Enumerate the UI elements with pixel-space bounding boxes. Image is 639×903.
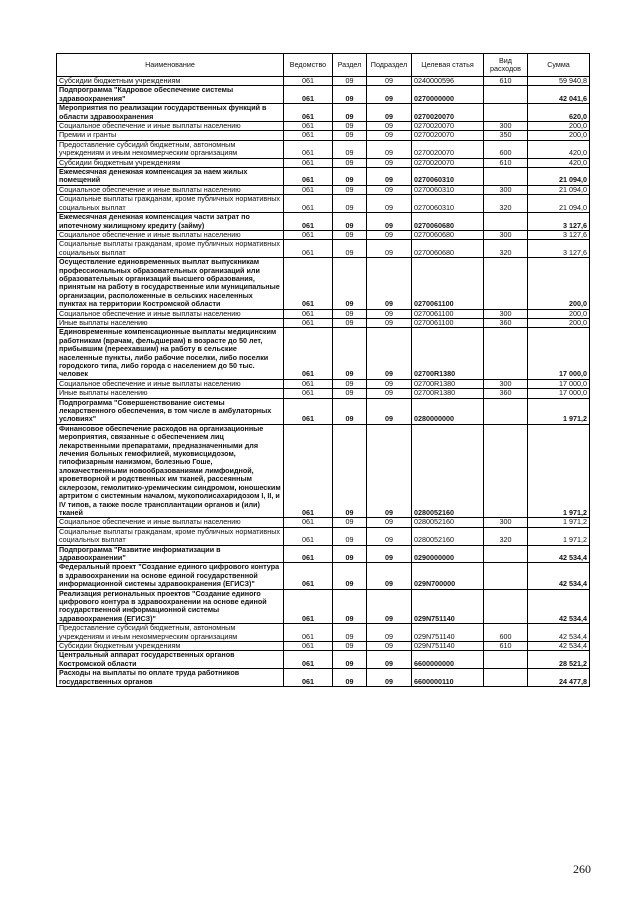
cell-name: Единовременные компенсационные выплаты медицинским работникам (врачам, фельдшерам) в возрасте до 50 лет, прибывшим (переехавшим) на работу в сельские населенные пункты, либо рабочие поселки, либо поселки городского типа, либо города с населением до 50 тыс. человек [57,328,284,379]
cell-exptype: 300 [484,122,528,131]
cell-subsection: 09 [367,398,412,424]
cell-section: 09 [333,195,367,213]
cell-exptype [484,669,528,687]
header-name: Наименование [57,54,284,77]
cell-name: Подпрограмма "Совершенствование системы лекарственного обеспечения, в том числе в амбулаторных условиях" [57,398,284,424]
cell-exptype: 300 [484,230,528,239]
cell-dept: 061 [284,309,333,318]
cell-section: 09 [333,318,367,327]
cell-target: 0270061100 [412,309,484,318]
cell-name: Реализация региональных проектов "Создание единого цифрового контура в здравоохранении на основе единой государственной информационной системы здравоохранения (ЕГИСЗ)" [57,589,284,624]
cell-name: Субсидии бюджетным учреждениям [57,158,284,167]
table-header-row [57,54,590,77]
cell-exptype: 300 [484,518,528,527]
cell-subsection: 09 [367,589,412,624]
cell-subsection: 09 [367,86,412,104]
cell-name: Иные выплаты населению [57,389,284,398]
cell-subsection: 09 [367,258,412,309]
cell-name: Федеральный проект "Создание единого цифрового контура в здравоохранении на основе единой государственной информационной системы здравоохранения (ЕГИСЗ)" [57,563,284,589]
cell-subsection: 09 [367,651,412,669]
cell-sum: 42 534,4 [528,624,590,642]
cell-subsection: 09 [367,669,412,687]
cell-target: 029N751140 [412,589,484,624]
cell-dept: 061 [284,258,333,309]
cell-sum: 200,0 [528,131,590,140]
cell-dept: 061 [284,318,333,327]
cell-exptype: 320 [484,195,528,213]
cell-exptype: 350 [484,131,528,140]
cell-section: 09 [333,258,367,309]
header-target: Целевая статья [412,54,484,77]
cell-name: Предоставление субсидий бюджетным, автономным учреждениям и иным некоммерческим организациям [57,624,284,642]
cell-name: Социальные выплаты гражданам, кроме публичных нормативных социальных выплат [57,195,284,213]
cell-subsection: 09 [367,318,412,327]
cell-sum: 3 127,6 [528,230,590,239]
cell-exptype [484,328,528,379]
cell-sum: 42 534,4 [528,642,590,651]
cell-exptype [484,86,528,104]
cell-target: 0270060310 [412,168,484,186]
cell-exptype: 610 [484,642,528,651]
cell-dept: 061 [284,389,333,398]
cell-sum: 420,0 [528,158,590,167]
cell-exptype [484,651,528,669]
cell-name: Центральный аппарат государственных органов Костромской области [57,651,284,669]
cell-exptype [484,398,528,424]
cell-sum: 21 094,0 [528,185,590,194]
cell-section: 09 [333,104,367,122]
cell-target: 6600000000 [412,651,484,669]
cell-section: 09 [333,328,367,379]
cell-exptype [484,258,528,309]
cell-target: 0280052160 [412,527,484,545]
cell-section: 09 [333,624,367,642]
cell-name: Осуществление единовременных выплат выпускникам профессиональных образовательных организаций или образовательных организаций высшего образования, принятым на работу в государственные или муниципальные организации, расположенные в сельских населенных пунктах на территории Костромской области [57,258,284,309]
cell-target: 0240000596 [412,77,484,86]
cell-target: 0270060310 [412,185,484,194]
cell-dept: 061 [284,104,333,122]
cell-sum: 1 971,2 [528,527,590,545]
cell-exptype [484,104,528,122]
cell-exptype: 300 [484,309,528,318]
cell-target: 0270020070 [412,140,484,158]
cell-dept: 061 [284,518,333,527]
cell-target: 0270020070 [412,122,484,131]
table-body [57,77,590,687]
cell-target: 0270000000 [412,86,484,104]
cell-sum: 620,0 [528,104,590,122]
cell-subsection: 09 [367,624,412,642]
table-row [57,518,590,527]
cell-name: Социальное обеспечение и иные выплаты населению [57,379,284,388]
cell-dept: 061 [284,122,333,131]
cell-subsection: 09 [367,168,412,186]
cell-target: 0270061100 [412,258,484,309]
cell-sum: 200,0 [528,258,590,309]
cell-name: Субсидии бюджетным учреждениям [57,642,284,651]
table-row [57,195,590,213]
cell-exptype [484,589,528,624]
cell-exptype: 360 [484,318,528,327]
cell-section: 09 [333,158,367,167]
table-row [57,527,590,545]
cell-dept: 061 [284,168,333,186]
page-number: 260 [573,862,591,876]
cell-sum: 17 000,0 [528,389,590,398]
cell-dept: 061 [284,424,333,517]
header-sum: Сумма [528,54,590,77]
table-row [57,240,590,258]
cell-sum: 200,0 [528,318,590,327]
header-section: Раздел [333,54,367,77]
cell-dept: 061 [284,77,333,86]
table-row [57,104,590,122]
cell-dept: 061 [284,240,333,258]
cell-name: Предоставление субсидий бюджетным, автономным учреждениям и иным некоммерческим организациям [57,140,284,158]
cell-sum: 28 521,2 [528,651,590,669]
cell-sum: 42 041,6 [528,86,590,104]
cell-target: 029N751140 [412,642,484,651]
cell-section: 09 [333,77,367,86]
cell-section: 09 [333,527,367,545]
cell-subsection: 09 [367,158,412,167]
cell-subsection: 09 [367,545,412,563]
cell-dept: 061 [284,669,333,687]
table-row [57,545,590,563]
cell-sum: 21 094,0 [528,168,590,186]
cell-subsection: 09 [367,518,412,527]
table-row [57,328,590,379]
cell-subsection: 09 [367,185,412,194]
cell-sum: 200,0 [528,122,590,131]
cell-subsection: 09 [367,131,412,140]
cell-sum: 17 000,0 [528,328,590,379]
cell-name: Мероприятия по реализации государственных функций в области здравоохранения [57,104,284,122]
cell-sum: 420,0 [528,140,590,158]
cell-target: 0270060680 [412,213,484,231]
cell-section: 09 [333,185,367,194]
cell-name: Расходы на выплаты по оплате труда работников государственных органов [57,669,284,687]
cell-section: 09 [333,379,367,388]
cell-sum: 17 000,0 [528,379,590,388]
table-row [57,258,590,309]
cell-section: 09 [333,240,367,258]
cell-dept: 061 [284,589,333,624]
cell-target: 0270061100 [412,318,484,327]
cell-target: 0270060680 [412,230,484,239]
table-row [57,624,590,642]
cell-dept: 061 [284,230,333,239]
cell-dept: 061 [284,328,333,379]
cell-subsection: 09 [367,328,412,379]
cell-section: 09 [333,642,367,651]
cell-exptype: 300 [484,185,528,194]
cell-name: Подпрограмма "Кадровое обеспечение системы здравоохранения" [57,86,284,104]
cell-exptype: 360 [484,389,528,398]
cell-sum: 59 940,8 [528,77,590,86]
cell-section: 09 [333,131,367,140]
cell-sum: 42 534,4 [528,563,590,589]
cell-dept: 061 [284,642,333,651]
cell-exptype: 300 [484,379,528,388]
cell-name: Социальное обеспечение и иные выплаты населению [57,185,284,194]
cell-dept: 061 [284,527,333,545]
cell-section: 09 [333,545,367,563]
cell-target: 6600000110 [412,669,484,687]
cell-sum: 200,0 [528,309,590,318]
cell-section: 09 [333,168,367,186]
cell-dept: 061 [284,158,333,167]
cell-name: Финансовое обеспечение расходов на организационные мероприятия, связанные с обеспечением лиц лекарственными препаратами, предназначенными для лечения больных гемофилией, муковисцидозом, гипофизарным нанизмом, болезнью Гоше, злокачественными новообразованиями лимфоидной, кроветворной и родственных им тканей, рассеянным склерозом, гемолитико-уремическим синдромом, юношеским артритом с системным началом, мукополисахаридозом I, II, и IV типов, а также после трансплантации органов и (или) тканей [57,424,284,517]
cell-name: Социальное обеспечение и иные выплаты населению [57,309,284,318]
cell-subsection: 09 [367,527,412,545]
cell-section: 09 [333,230,367,239]
cell-exptype: 320 [484,240,528,258]
table-row [57,389,590,398]
cell-dept: 061 [284,86,333,104]
cell-subsection: 09 [367,104,412,122]
cell-section: 09 [333,518,367,527]
cell-target: 0270060310 [412,195,484,213]
cell-dept: 061 [284,379,333,388]
cell-dept: 061 [284,398,333,424]
cell-name: Социальное обеспечение и иные выплаты населению [57,518,284,527]
cell-sum: 3 127,6 [528,240,590,258]
cell-sum: 1 971,2 [528,424,590,517]
cell-section: 09 [333,589,367,624]
table-row [57,651,590,669]
cell-section: 09 [333,309,367,318]
cell-name: Социальное обеспечение и иные выплаты населению [57,230,284,239]
cell-section: 09 [333,213,367,231]
cell-subsection: 09 [367,230,412,239]
cell-target: 0280000000 [412,398,484,424]
cell-section: 09 [333,122,367,131]
cell-dept: 061 [284,624,333,642]
table-row [57,589,590,624]
cell-target: 02700R1380 [412,328,484,379]
header-exptype: Вид расходов [484,54,528,77]
cell-target: 0270020070 [412,131,484,140]
cell-section: 09 [333,651,367,669]
cell-section: 09 [333,398,367,424]
cell-sum: 24 477,8 [528,669,590,687]
cell-subsection: 09 [367,240,412,258]
cell-section: 09 [333,424,367,517]
cell-section: 09 [333,86,367,104]
cell-exptype [484,563,528,589]
cell-subsection: 09 [367,213,412,231]
cell-name: Социальные выплаты гражданам, кроме публичных нормативных социальных выплат [57,240,284,258]
cell-subsection: 09 [367,140,412,158]
cell-sum: 42 534,4 [528,545,590,563]
cell-sum: 42 534,4 [528,589,590,624]
cell-exptype [484,213,528,231]
cell-exptype: 610 [484,77,528,86]
table-row [57,563,590,589]
cell-dept: 061 [284,545,333,563]
cell-exptype: 610 [484,158,528,167]
cell-exptype: 600 [484,140,528,158]
budget-table-page [56,53,589,687]
cell-subsection: 09 [367,309,412,318]
cell-section: 09 [333,140,367,158]
cell-sum: 3 127,6 [528,213,590,231]
cell-subsection: 09 [367,563,412,589]
cell-subsection: 09 [367,389,412,398]
cell-target: 029N751140 [412,624,484,642]
header-dept: Ведомство [284,54,333,77]
budget-table [56,53,590,687]
cell-target: 0280052160 [412,518,484,527]
cell-dept: 061 [284,140,333,158]
cell-target: 0270020070 [412,104,484,122]
cell-sum: 21 094,0 [528,195,590,213]
cell-name: Подпрограмма "Развитие информатизации в здравоохранении" [57,545,284,563]
table-row [57,398,590,424]
cell-name: Иные выплаты населению [57,318,284,327]
cell-exptype: 320 [484,527,528,545]
cell-name: Ежемесячная денежная компенсация за наем жилых помещений [57,168,284,186]
cell-target: 0270060680 [412,240,484,258]
cell-dept: 061 [284,195,333,213]
cell-subsection: 09 [367,122,412,131]
table-row [57,213,590,231]
cell-section: 09 [333,389,367,398]
cell-subsection: 09 [367,77,412,86]
table-row [57,86,590,104]
table-row [57,168,590,186]
cell-exptype: 600 [484,624,528,642]
table-row [57,424,590,517]
cell-subsection: 09 [367,379,412,388]
cell-exptype [484,168,528,186]
cell-name: Социальное обеспечение и иные выплаты населению [57,122,284,131]
table-row [57,669,590,687]
cell-dept: 061 [284,131,333,140]
cell-target: 02700R1380 [412,389,484,398]
cell-subsection: 09 [367,424,412,517]
cell-sum: 1 971,2 [528,398,590,424]
cell-sum: 1 971,2 [528,518,590,527]
cell-exptype [484,424,528,517]
cell-target: 02700R1380 [412,379,484,388]
cell-dept: 061 [284,563,333,589]
cell-name: Субсидии бюджетным учреждениям [57,77,284,86]
cell-target: 0290000000 [412,545,484,563]
table-row [57,131,590,140]
cell-name: Ежемесячная денежная компенсация части затрат по ипотечному жилищному кредиту (займу) [57,213,284,231]
cell-subsection: 09 [367,642,412,651]
header-subsection: Подраздел [367,54,412,77]
cell-target: 0280052160 [412,424,484,517]
cell-exptype [484,545,528,563]
cell-dept: 061 [284,185,333,194]
cell-name: Премии и гранты [57,131,284,140]
cell-subsection: 09 [367,195,412,213]
table-row [57,140,590,158]
cell-section: 09 [333,669,367,687]
cell-target: 029N700000 [412,563,484,589]
cell-dept: 061 [284,213,333,231]
cell-target: 0270020070 [412,158,484,167]
cell-dept: 061 [284,651,333,669]
cell-section: 09 [333,563,367,589]
cell-name: Социальные выплаты гражданам, кроме публичных нормативных социальных выплат [57,527,284,545]
